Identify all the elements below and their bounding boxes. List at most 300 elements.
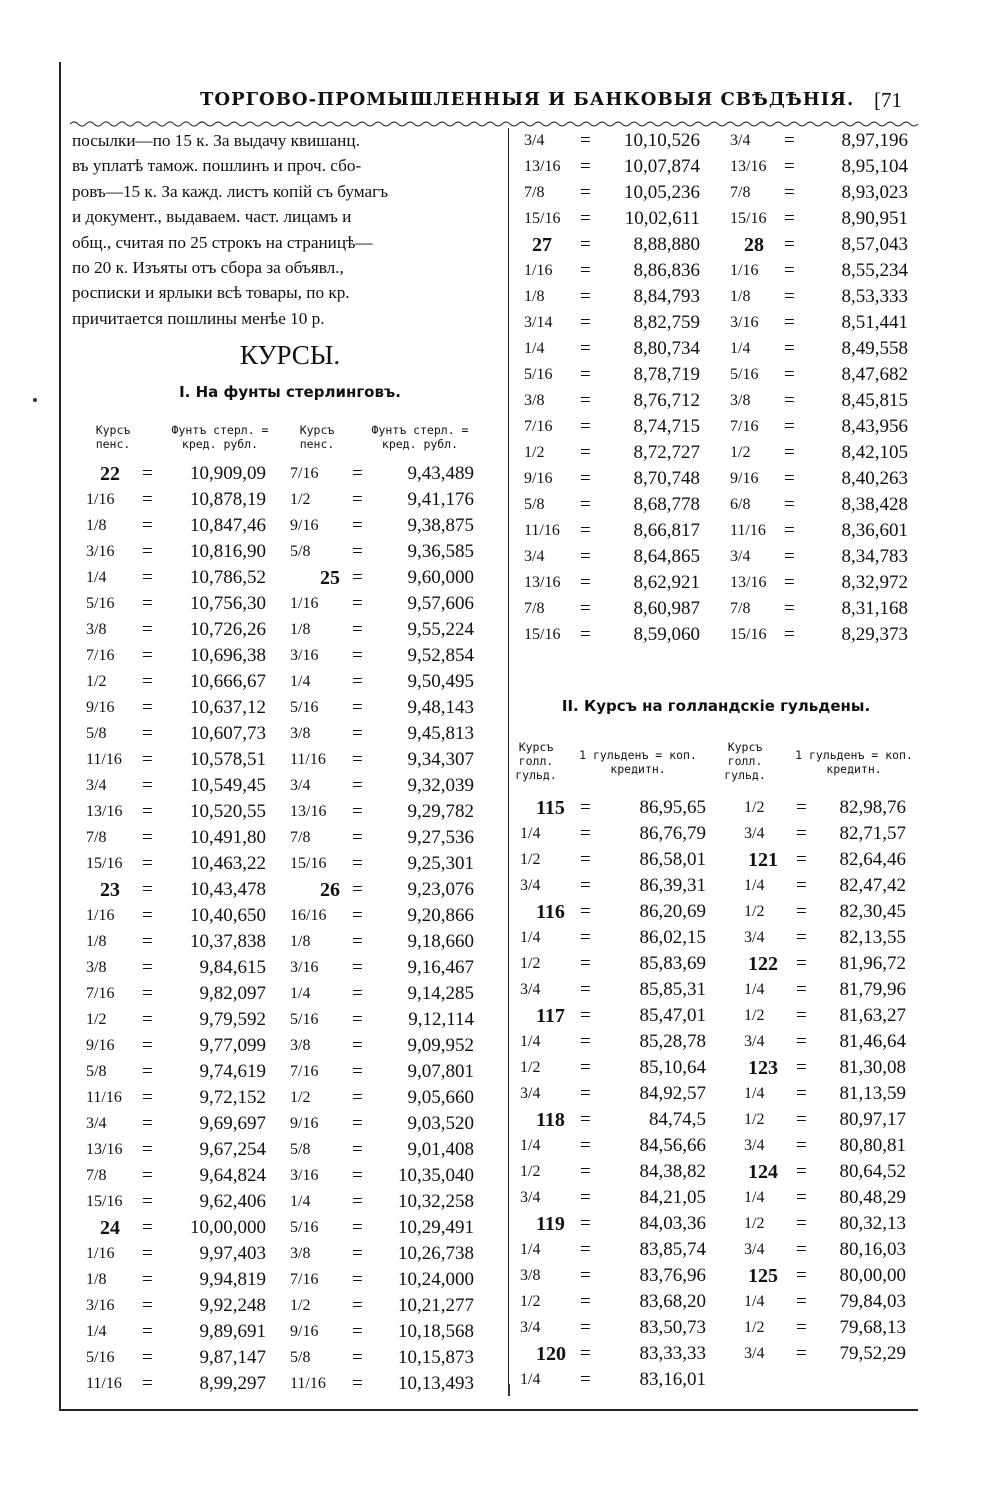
equals-sign: = bbox=[784, 598, 795, 619]
rate-course-fraction: 1/4 bbox=[744, 1293, 765, 1310]
rate-value: 10,35,040 bbox=[398, 1165, 474, 1186]
rate-row bbox=[290, 617, 474, 643]
rate-course-whole: 123 bbox=[748, 1057, 778, 1079]
rate-row bbox=[524, 310, 700, 336]
equals-sign: = bbox=[784, 494, 795, 515]
equals-sign: = bbox=[580, 286, 591, 307]
equals-sign: = bbox=[352, 1347, 363, 1368]
rate-course-fraction: 1/4 bbox=[290, 673, 311, 690]
rate-row bbox=[290, 1059, 474, 1085]
equals-sign: = bbox=[796, 901, 807, 922]
pounds-col-course-head: Курсъ пенс. bbox=[299, 423, 335, 451]
rate-value: 10,05,236 bbox=[624, 182, 700, 203]
rate-value: 9,23,076 bbox=[407, 879, 474, 900]
rate-course-fraction: 1/2 bbox=[520, 1059, 541, 1076]
running-header bbox=[62, 86, 912, 120]
equals-sign: = bbox=[142, 1009, 153, 1030]
guilders-subtitle: II. Курсъ на голландскіе гульдены. bbox=[561, 697, 871, 715]
equals-sign: = bbox=[784, 468, 795, 489]
rate-row bbox=[86, 617, 266, 643]
rate-row bbox=[290, 721, 474, 747]
rate-course-fraction: 5/16 bbox=[290, 699, 319, 716]
rate-row bbox=[290, 825, 474, 851]
rate-course-fraction: 13/16 bbox=[290, 803, 327, 820]
rate-course-fraction: 1/2 bbox=[744, 1215, 765, 1232]
rate-value: 8,68,778 bbox=[633, 494, 700, 515]
rate-value: 9,64,824 bbox=[199, 1165, 266, 1186]
rate-value: 9,94,819 bbox=[199, 1269, 266, 1290]
rate-row bbox=[524, 596, 700, 622]
equals-sign: = bbox=[142, 879, 153, 900]
intro-line: по 20 к. Изъяты отъ сбора за объявл., bbox=[72, 257, 344, 277]
rate-value: 82,13,55 bbox=[839, 927, 906, 948]
rate-course-fraction: 1/16 bbox=[290, 595, 319, 612]
rate-value: 9,14,285 bbox=[407, 983, 474, 1004]
equals-sign: = bbox=[142, 957, 153, 978]
rate-row bbox=[524, 180, 700, 206]
rate-row bbox=[730, 466, 908, 492]
equals-sign: = bbox=[142, 1269, 153, 1290]
rate-course-fraction: 3/4 bbox=[520, 1319, 541, 1336]
guilders-col-value-head: 1 гульденъ = коп. кредитн. bbox=[795, 748, 913, 776]
rate-row bbox=[290, 1293, 474, 1319]
equals-sign: = bbox=[142, 1347, 153, 1368]
rate-row bbox=[86, 1345, 266, 1371]
equals-sign: = bbox=[580, 390, 591, 411]
rate-course-fraction: 3/4 bbox=[520, 981, 541, 998]
rate-row bbox=[290, 747, 474, 773]
rate-course-fraction: 11/16 bbox=[730, 522, 766, 539]
rate-value: 81,13,59 bbox=[839, 1083, 906, 1104]
rate-row bbox=[520, 1159, 706, 1185]
rate-course-fraction: 5/16 bbox=[730, 366, 759, 383]
rate-value: 81,30,08 bbox=[839, 1057, 906, 1078]
rate-row bbox=[86, 1111, 266, 1137]
rate-value: 9,57,606 bbox=[407, 593, 474, 614]
rate-course-fraction: 3/16 bbox=[86, 543, 115, 560]
rate-row bbox=[86, 1189, 266, 1215]
rate-row bbox=[86, 669, 266, 695]
margin-mark bbox=[33, 398, 37, 402]
rate-course-whole: 22 bbox=[100, 463, 120, 485]
equals-sign: = bbox=[784, 624, 795, 645]
rate-course-fraction: 1/8 bbox=[86, 517, 107, 534]
equals-sign: = bbox=[142, 853, 153, 874]
rate-course-whole: 24 bbox=[100, 1217, 120, 1239]
pounds-subtitle: I. На фунты стерлинговъ. bbox=[179, 383, 401, 401]
rate-row bbox=[520, 1003, 706, 1029]
equals-sign: = bbox=[796, 1161, 807, 1182]
equals-sign: = bbox=[142, 593, 153, 614]
rate-row bbox=[86, 903, 266, 929]
pounds-col-value-head: Фунтъ стерл. = кред. рубл. bbox=[171, 423, 269, 451]
rate-row bbox=[86, 643, 266, 669]
equals-sign: = bbox=[580, 598, 591, 619]
equals-sign: = bbox=[352, 1087, 363, 1108]
page-frame-left bbox=[59, 62, 61, 1410]
rate-course-fraction: 13/16 bbox=[730, 158, 767, 175]
rate-row bbox=[730, 206, 908, 232]
rate-value: 8,32,972 bbox=[841, 572, 908, 593]
equals-sign: = bbox=[796, 1239, 807, 1260]
rate-course-fraction: 3/4 bbox=[524, 132, 545, 149]
equals-sign: = bbox=[796, 823, 807, 844]
rate-course-fraction: 1/4 bbox=[744, 877, 765, 894]
equals-sign: = bbox=[352, 1061, 363, 1082]
rate-row bbox=[524, 284, 700, 310]
rate-course-fraction: 5/8 bbox=[290, 1141, 311, 1158]
rate-value: 9,18,660 bbox=[407, 931, 474, 952]
rate-value: 8,86,836 bbox=[633, 260, 700, 281]
rate-course-whole: 121 bbox=[748, 849, 778, 871]
equals-sign: = bbox=[580, 442, 591, 463]
rate-row bbox=[730, 362, 908, 388]
rate-row bbox=[520, 1289, 706, 1315]
rate-course-fraction: 3/8 bbox=[86, 621, 107, 638]
rate-row bbox=[730, 258, 908, 284]
rate-course-fraction: 1/2 bbox=[744, 1007, 765, 1024]
equals-sign: = bbox=[352, 1009, 363, 1030]
rate-course-fraction: 13/16 bbox=[730, 574, 767, 591]
rate-row bbox=[290, 851, 474, 877]
equals-sign: = bbox=[352, 515, 363, 536]
rate-course-fraction: 1/2 bbox=[730, 444, 751, 461]
rate-value: 10,43,478 bbox=[190, 879, 266, 900]
equals-sign: = bbox=[784, 442, 795, 463]
rate-row bbox=[730, 440, 908, 466]
rate-course-fraction: 7/16 bbox=[86, 985, 115, 1002]
equals-sign: = bbox=[580, 1369, 591, 1390]
rate-row bbox=[744, 1341, 906, 1367]
rate-row bbox=[520, 925, 706, 951]
rate-row bbox=[290, 1241, 474, 1267]
rate-course-fraction: 7/8 bbox=[86, 1167, 107, 1184]
rate-course-whole: 115 bbox=[536, 797, 565, 819]
equals-sign: = bbox=[796, 1057, 807, 1078]
pounds-col-course-head: Курсъ пенс. bbox=[95, 423, 131, 451]
pounds-col-value-head: Фунтъ стерл. = кред. рубл. bbox=[371, 423, 469, 451]
rate-course-fraction: 7/16 bbox=[524, 418, 553, 435]
rate-value: 8,78,719 bbox=[633, 364, 700, 385]
rate-value: 10,18,568 bbox=[398, 1321, 474, 1342]
rate-course-fraction: 15/16 bbox=[730, 626, 767, 643]
rate-value: 9,62,406 bbox=[199, 1191, 266, 1212]
equals-sign: = bbox=[142, 515, 153, 536]
rate-course-fraction: 1/4 bbox=[520, 1241, 541, 1258]
rate-value: 9,05,660 bbox=[407, 1087, 474, 1108]
rate-course-whole: 25 bbox=[320, 567, 340, 589]
equals-sign: = bbox=[142, 1061, 153, 1082]
rate-course-fraction: 3/4 bbox=[520, 877, 541, 894]
rate-value: 79,68,13 bbox=[839, 1317, 906, 1338]
rate-value: 9,16,467 bbox=[407, 957, 474, 978]
rate-course-fraction: 5/8 bbox=[86, 1063, 107, 1080]
rate-row bbox=[730, 232, 908, 258]
rate-row bbox=[290, 1189, 474, 1215]
rate-course-fraction: 1/4 bbox=[290, 1193, 311, 1210]
equals-sign: = bbox=[352, 489, 363, 510]
rate-value: 86,95,65 bbox=[639, 797, 706, 818]
rate-course-whole: 124 bbox=[748, 1161, 778, 1183]
rate-value: 10,07,874 bbox=[624, 156, 700, 177]
rate-value: 10,578,51 bbox=[190, 749, 266, 770]
rate-row bbox=[290, 799, 474, 825]
equals-sign: = bbox=[796, 1031, 807, 1052]
rate-value: 85,47,01 bbox=[639, 1005, 706, 1026]
rate-course-fraction: 3/4 bbox=[744, 825, 765, 842]
rate-row bbox=[520, 1185, 706, 1211]
rate-value: 9,84,615 bbox=[199, 957, 266, 978]
rate-course-fraction: 1/2 bbox=[744, 903, 765, 920]
rate-value: 9,27,536 bbox=[407, 827, 474, 848]
rate-value: 8,29,373 bbox=[841, 624, 908, 645]
rate-value: 10,02,611 bbox=[624, 208, 700, 229]
rate-row bbox=[86, 487, 266, 513]
rate-row bbox=[520, 1263, 706, 1289]
rate-value: 9,29,782 bbox=[407, 801, 474, 822]
intro-line: общ., считая по 25 строкъ на страницѣ— bbox=[72, 232, 373, 252]
rate-course-fraction: 3/8 bbox=[524, 392, 545, 409]
rate-row bbox=[290, 1267, 474, 1293]
rate-course-fraction: 1/4 bbox=[520, 825, 541, 842]
equals-sign: = bbox=[784, 234, 795, 255]
rate-value: 8,34,783 bbox=[841, 546, 908, 567]
rate-value: 80,16,03 bbox=[839, 1239, 906, 1260]
rate-value: 10,37,838 bbox=[190, 931, 266, 952]
rate-course-fraction: 5/16 bbox=[86, 1349, 115, 1366]
rate-row bbox=[86, 721, 266, 747]
rate-value: 10,13,493 bbox=[398, 1373, 474, 1394]
rate-course-fraction: 9/16 bbox=[290, 1323, 319, 1340]
equals-sign: = bbox=[352, 931, 363, 952]
rate-row bbox=[520, 1029, 706, 1055]
rate-value: 10,520,55 bbox=[190, 801, 266, 822]
rate-course-fraction: 11/16 bbox=[290, 1375, 326, 1392]
rate-value: 8,53,333 bbox=[841, 286, 908, 307]
rate-value: 9,36,585 bbox=[407, 541, 474, 562]
rate-value: 82,30,45 bbox=[839, 901, 906, 922]
equals-sign: = bbox=[352, 1295, 363, 1316]
rate-course-fraction: 1/8 bbox=[86, 1271, 107, 1288]
intro-line: росписки и ярлыки всѣ товары, по кр. bbox=[72, 283, 350, 303]
rate-row bbox=[524, 544, 700, 570]
equals-sign: = bbox=[796, 1265, 807, 1286]
rate-course-fraction: 1/4 bbox=[744, 1085, 765, 1102]
rate-course-fraction: 3/16 bbox=[86, 1297, 115, 1314]
rate-value: 9,72,152 bbox=[199, 1087, 266, 1108]
rate-value: 9,74,619 bbox=[199, 1061, 266, 1082]
equals-sign: = bbox=[580, 624, 591, 645]
rate-value: 80,80,81 bbox=[839, 1135, 906, 1156]
rate-value: 83,68,20 bbox=[639, 1291, 706, 1312]
rate-course-fraction: 7/8 bbox=[730, 184, 751, 201]
rate-course-fraction: 9/16 bbox=[290, 517, 319, 534]
rate-course-fraction: 1/2 bbox=[744, 799, 765, 816]
equals-sign: = bbox=[784, 208, 795, 229]
rate-row bbox=[744, 1263, 906, 1289]
rate-value: 10,463,22 bbox=[190, 853, 266, 874]
rate-row bbox=[290, 487, 474, 513]
rate-row bbox=[730, 388, 908, 414]
rate-course-fraction: 5/8 bbox=[86, 725, 107, 742]
rate-value: 9,82,097 bbox=[199, 983, 266, 1004]
rate-value: 9,25,301 bbox=[407, 853, 474, 874]
rate-value: 10,26,738 bbox=[398, 1243, 474, 1264]
rate-row bbox=[86, 929, 266, 955]
rate-course-whole: 118 bbox=[536, 1109, 565, 1131]
rate-value: 9,43,489 bbox=[407, 463, 474, 484]
rate-row bbox=[86, 513, 266, 539]
rate-row bbox=[290, 461, 474, 487]
equals-sign: = bbox=[784, 546, 795, 567]
rate-value: 10,909,09 bbox=[190, 463, 266, 484]
rate-course-fraction: 9/16 bbox=[730, 470, 759, 487]
rate-value: 8,40,263 bbox=[841, 468, 908, 489]
equals-sign: = bbox=[784, 130, 795, 151]
rate-course-fraction: 3/16 bbox=[290, 1167, 319, 1184]
rate-row bbox=[520, 1211, 706, 1237]
rate-row bbox=[86, 877, 266, 903]
equals-sign: = bbox=[580, 1291, 591, 1312]
rate-row bbox=[86, 1033, 266, 1059]
rate-course-fraction: 1/8 bbox=[86, 933, 107, 950]
rate-row bbox=[290, 1137, 474, 1163]
rate-value: 10,878,19 bbox=[190, 489, 266, 510]
rate-course-fraction: 3/8 bbox=[290, 1037, 311, 1054]
rate-row bbox=[86, 1215, 266, 1241]
rate-row bbox=[524, 570, 700, 596]
rate-course-fraction: 1/4 bbox=[524, 340, 545, 357]
rate-value: 83,50,73 bbox=[639, 1317, 706, 1338]
rate-row bbox=[290, 929, 474, 955]
rate-course-fraction: 1/16 bbox=[86, 1245, 115, 1262]
rate-value: 9,69,697 bbox=[199, 1113, 266, 1134]
rate-course-fraction: 3/8 bbox=[730, 392, 751, 409]
equals-sign: = bbox=[580, 927, 591, 948]
rate-value: 8,36,601 bbox=[841, 520, 908, 541]
rate-course-fraction: 1/2 bbox=[520, 955, 541, 972]
equals-sign: = bbox=[352, 1035, 363, 1056]
rate-course-fraction: 16/16 bbox=[290, 907, 327, 924]
rate-row bbox=[290, 1345, 474, 1371]
rate-value: 9,45,813 bbox=[407, 723, 474, 744]
equals-sign: = bbox=[580, 823, 591, 844]
rate-value: 8,70,748 bbox=[633, 468, 700, 489]
rate-row bbox=[290, 1111, 474, 1137]
rate-course-fraction: 1/2 bbox=[290, 1297, 311, 1314]
intro-line: и документ., выдаваем. част. лицамъ и bbox=[72, 207, 352, 227]
equals-sign: = bbox=[142, 905, 153, 926]
equals-sign: = bbox=[352, 723, 363, 744]
rate-value: 85,10,64 bbox=[639, 1057, 706, 1078]
rate-row bbox=[730, 622, 908, 648]
rate-course-fraction: 3/4 bbox=[86, 1115, 107, 1132]
rate-row bbox=[744, 873, 906, 899]
rate-value: 81,46,64 bbox=[839, 1031, 906, 1052]
rate-course-fraction: 3/8 bbox=[520, 1267, 541, 1284]
rate-row bbox=[86, 539, 266, 565]
rate-value: 84,74,5 bbox=[649, 1109, 706, 1130]
rate-row bbox=[744, 1003, 906, 1029]
rate-row bbox=[520, 951, 706, 977]
equals-sign: = bbox=[796, 1317, 807, 1338]
rate-course-fraction: 3/4 bbox=[744, 1241, 765, 1258]
rate-course-fraction: 5/16 bbox=[290, 1219, 319, 1236]
rate-course-fraction: 1/8 bbox=[524, 288, 545, 305]
rate-value: 86,02,15 bbox=[639, 927, 706, 948]
rate-course-fraction: 1/4 bbox=[744, 981, 765, 998]
rate-value: 8,93,023 bbox=[841, 182, 908, 203]
rate-row bbox=[290, 591, 474, 617]
rate-row bbox=[86, 747, 266, 773]
rate-row bbox=[520, 1133, 706, 1159]
equals-sign: = bbox=[142, 723, 153, 744]
rate-value: 83,16,01 bbox=[639, 1369, 706, 1390]
rate-value: 80,00,00 bbox=[839, 1265, 906, 1286]
rate-course-fraction: 5/8 bbox=[290, 1349, 311, 1366]
equals-sign: = bbox=[580, 1083, 591, 1104]
rate-course-fraction: 7/8 bbox=[524, 184, 545, 201]
rate-row bbox=[520, 1315, 706, 1341]
equals-sign: = bbox=[580, 1213, 591, 1234]
rate-row bbox=[524, 128, 700, 154]
rate-course-fraction: 3/4 bbox=[744, 1345, 765, 1362]
rate-value: 80,97,17 bbox=[839, 1109, 906, 1130]
equals-sign: = bbox=[352, 1139, 363, 1160]
rate-value: 9,09,952 bbox=[407, 1035, 474, 1056]
rate-value: 10,29,491 bbox=[398, 1217, 474, 1238]
equals-sign: = bbox=[784, 260, 795, 281]
rate-value: 9,87,147 bbox=[199, 1347, 266, 1368]
rate-value: 9,60,000 bbox=[407, 567, 474, 588]
equals-sign: = bbox=[142, 1321, 153, 1342]
rate-course-fraction: 1/16 bbox=[730, 262, 759, 279]
equals-sign: = bbox=[352, 697, 363, 718]
rate-course-fraction: 1/2 bbox=[744, 1111, 765, 1128]
rate-value: 9,01,408 bbox=[407, 1139, 474, 1160]
equals-sign: = bbox=[352, 827, 363, 848]
rate-row bbox=[524, 414, 700, 440]
rate-row bbox=[730, 310, 908, 336]
rate-course-whole: 26 bbox=[320, 879, 340, 901]
rate-row bbox=[86, 1059, 266, 1085]
rate-row bbox=[524, 622, 700, 648]
rate-course-fraction: 15/16 bbox=[86, 855, 123, 872]
rate-course-fraction: 1/2 bbox=[86, 1011, 107, 1028]
rate-value: 85,83,69 bbox=[639, 953, 706, 974]
rate-course-fraction: 3/16 bbox=[290, 647, 319, 664]
rate-value: 8,55,234 bbox=[841, 260, 908, 281]
rate-row bbox=[744, 821, 906, 847]
rate-row bbox=[290, 1371, 474, 1397]
rate-row bbox=[290, 669, 474, 695]
rate-row bbox=[524, 232, 700, 258]
rate-value: 9,34,307 bbox=[407, 749, 474, 770]
rate-value: 10,607,73 bbox=[190, 723, 266, 744]
rate-value: 9,79,592 bbox=[199, 1009, 266, 1030]
rate-row bbox=[290, 1085, 474, 1111]
rate-course-fraction: 5/8 bbox=[524, 496, 545, 513]
rate-value: 82,71,57 bbox=[839, 823, 906, 844]
equals-sign: = bbox=[784, 390, 795, 411]
rate-course-fraction: 3/8 bbox=[86, 959, 107, 976]
equals-sign: = bbox=[142, 1373, 153, 1394]
rate-value: 8,45,815 bbox=[841, 390, 908, 411]
rate-course-fraction: 3/4 bbox=[524, 548, 545, 565]
rate-row bbox=[744, 1211, 906, 1237]
equals-sign: = bbox=[784, 416, 795, 437]
equals-sign: = bbox=[580, 1239, 591, 1260]
